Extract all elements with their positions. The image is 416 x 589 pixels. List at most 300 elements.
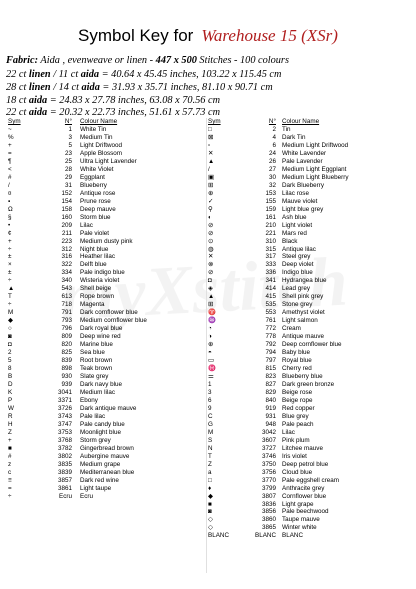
number-cell: 154 (61, 197, 72, 205)
symbol-cell: P (8, 396, 13, 404)
number-cell: 3802 (57, 452, 72, 460)
colour-name-cell: Black (282, 237, 298, 245)
number-cell: 3835 (57, 460, 72, 468)
colour-name-cell: Medium Light Eggplant (282, 165, 347, 173)
number-cell: 809 (61, 333, 72, 341)
size-fabric: linen (28, 69, 51, 80)
number-cell: 26 (268, 157, 276, 165)
symbol-cell: ◐ (208, 213, 212, 221)
colour-name-cell: Dark Blueberry (282, 181, 324, 189)
colour-name-cell: Medium Light Blueberry (282, 173, 349, 181)
fabric-text: Aida , evenweave or linen - (38, 55, 156, 66)
colour-name-cell: Deep cornflower blue (282, 341, 342, 349)
symbol-cell: ¶ (8, 157, 12, 165)
colour-name-cell: Night blue (80, 245, 109, 253)
symbol-cell: ▫ (208, 141, 211, 149)
table-row (208, 461, 408, 469)
number-cell: 210 (265, 221, 276, 229)
colour-name-cell: Cloud blue (282, 468, 313, 476)
symbol-cell: ◘ (208, 277, 212, 285)
table-row (8, 413, 204, 421)
number-cell: 4 (272, 133, 276, 141)
symbol-cell: × (8, 261, 12, 269)
colour-name-cell: Blue grey (282, 412, 309, 420)
symbol-cell: ✓ (208, 197, 214, 205)
colour-name-cell: Light taupe (80, 484, 112, 492)
colour-name-cell: Pink plum (282, 436, 310, 444)
fabric-label: Fabric: (6, 55, 39, 66)
colour-name-cell: Lilac (80, 221, 93, 229)
table-row (208, 421, 408, 429)
size-dimensions: = 40.64 x 45.45 inches, 103.22 x 115.45 cm (99, 69, 282, 80)
header-num: N° (64, 118, 72, 125)
table-row (208, 477, 408, 485)
number-cell: 3856 (261, 508, 276, 516)
number-cell: 315 (265, 245, 276, 253)
number-cell: 161 (265, 213, 276, 221)
size-count: 22 ct (6, 69, 29, 80)
colour-name-cell: Magenta (80, 301, 105, 309)
colour-name-cell: Dark antique mauve (80, 404, 137, 412)
number-cell: 322 (61, 261, 72, 269)
symbol-cell: B (8, 373, 13, 380)
table-row (8, 277, 204, 285)
symbol-cell: H (8, 420, 13, 428)
table-row (208, 134, 408, 142)
symbol-cell: □ (208, 125, 212, 133)
table-row (208, 397, 408, 405)
size-count: 18 ct (6, 95, 29, 106)
symbol-cell: 6 (208, 396, 212, 404)
symbol-cell: < (8, 165, 12, 173)
table-row (8, 389, 204, 397)
number-cell: 3727 (261, 444, 276, 452)
symbol-cell: ◆ (208, 492, 213, 500)
symbol-cell: ⚲ (208, 205, 213, 213)
number-cell: 29 (64, 173, 72, 181)
number-cell: 27 (268, 165, 276, 173)
number-cell: 28 (64, 165, 72, 173)
table-row (208, 174, 408, 182)
colour-name-cell: Medium lilac (80, 388, 115, 396)
number-cell: 155 (265, 197, 276, 205)
colour-name-cell: Mauve violet (282, 197, 318, 205)
symbol-cell: ♓ (208, 365, 216, 373)
header-num: N° (268, 118, 276, 125)
number-cell: 797 (265, 357, 276, 365)
symbol-cell: T (8, 293, 12, 301)
number-cell: 25 (64, 157, 72, 165)
colour-name-cell: Steel grey (282, 253, 311, 261)
size-dimensions: = 24.83 x 27.78 inches, 63.08 x 70.56 cm (47, 95, 221, 106)
number-cell: 930 (61, 373, 72, 380)
table-row (208, 501, 408, 509)
number-cell: 792 (265, 341, 276, 349)
fabric-size: 447 x 500 (155, 55, 197, 66)
table-row (208, 142, 408, 150)
table-row (208, 381, 408, 389)
symbol-cell: M (208, 428, 214, 436)
symbol-cell: ♒ (208, 317, 216, 325)
colour-name-cell: Cherry red (282, 365, 312, 373)
colour-name-cell: Deep wine red (80, 333, 121, 341)
symbol-cell: ○ (8, 325, 12, 333)
table-row (208, 493, 408, 501)
number-cell: 791 (61, 309, 72, 317)
number-cell: 718 (61, 301, 72, 309)
symbol-cell: 5 (8, 357, 12, 365)
size-fabric: aida (80, 69, 100, 80)
number-cell: 209 (61, 221, 72, 229)
colour-name-cell: Teak brown (80, 365, 113, 373)
colour-name-cell: Light grape (282, 500, 314, 508)
number-cell: 2 (272, 125, 276, 133)
table-row (208, 206, 408, 214)
table-row (208, 532, 408, 540)
symbol-cell: 9 (208, 404, 212, 412)
colour-name-cell: Amethyst violet (282, 309, 325, 317)
table-row (208, 365, 408, 373)
colour-name-cell: Apple Blossom (80, 149, 122, 157)
number-cell: 793 (61, 317, 72, 325)
colour-name-cell: Mediterranean blue (80, 468, 135, 476)
table-row (208, 301, 408, 309)
symbol-cell: • (8, 221, 11, 229)
symbol-table-right (208, 118, 408, 540)
colour-name-cell: Medium Tin (80, 133, 113, 141)
symbol-cell: / (8, 181, 10, 189)
table-row (208, 166, 408, 174)
table-row (8, 381, 204, 389)
number-cell: 333 (265, 261, 276, 269)
colour-name-cell: Mars red (282, 229, 307, 237)
number-cell: 223 (61, 237, 72, 245)
number-cell: 221 (265, 229, 276, 237)
table-header (208, 118, 408, 126)
symbol-cell: 2 (8, 349, 12, 357)
number-cell: 535 (265, 301, 276, 309)
symbol-cell: R (8, 412, 13, 420)
table-row (8, 174, 204, 182)
colour-name-cell: Dark royal blue (80, 325, 123, 333)
title-brand: Warehouse 15 (XSr) (201, 26, 338, 45)
number-cell: 24 (268, 149, 276, 157)
number-cell: 543 (61, 285, 72, 293)
colour-name-cell: Dark Tin (282, 133, 306, 141)
colour-name-cell: Taupe mauve (282, 516, 320, 524)
colour-name-cell: Royal blue (282, 357, 312, 365)
table-row (8, 301, 204, 309)
number-cell: 3799 (261, 484, 276, 492)
colour-name-cell: Dark navy blue (80, 380, 122, 388)
symbol-cell: ◘ (8, 341, 12, 349)
symbol-cell: ⊘ (208, 221, 214, 229)
symbol-cell: ⊙ (208, 237, 214, 245)
table-header (8, 118, 204, 126)
number-cell: 158 (61, 205, 72, 213)
symbol-cell: c (8, 468, 12, 476)
header-name: Colour Name (80, 118, 118, 125)
symbol-cell: ⚌ (208, 373, 214, 380)
table-row (8, 373, 204, 381)
table-row (208, 261, 408, 269)
colour-name-cell: White Violet (80, 165, 114, 173)
fabric-rest: Stitches - 100 colours (196, 55, 289, 66)
number-cell: 6 (272, 141, 276, 149)
colour-name-cell: Delft blue (80, 261, 107, 269)
number-cell: 3836 (261, 500, 276, 508)
symbol-cell: ◙ (208, 508, 212, 516)
colour-name-cell: Marine blue (80, 341, 113, 349)
number-cell: 839 (61, 357, 72, 365)
symbol-cell: ¤ (8, 189, 12, 197)
size-line-28ct (6, 82, 273, 93)
number-cell: 5 (68, 141, 72, 149)
table-row (8, 166, 204, 174)
table-row (208, 285, 408, 293)
colour-name-cell: Hydrangea blue (282, 277, 327, 285)
colour-name-cell: Pale candy blue (80, 420, 125, 428)
number-cell: 3371 (57, 396, 72, 404)
symbol-cell: Ω (8, 205, 13, 213)
number-cell: Ecru (59, 492, 72, 500)
table-row (208, 325, 408, 333)
colour-name-cell: Shell pink grey (282, 293, 324, 301)
size-count: / 14 ct (50, 82, 82, 93)
number-cell: 825 (61, 349, 72, 357)
symbol-cell: ± (8, 269, 12, 277)
table-row (208, 150, 408, 158)
colour-name-cell: Slate grey (80, 373, 109, 380)
symbol-cell: # (8, 452, 12, 460)
symbol-cell: 3 (208, 388, 212, 396)
symbol-cell: = (8, 484, 12, 492)
number-cell: 3857 (57, 476, 72, 484)
table-row (208, 182, 408, 190)
symbol-cell: ÷ (8, 301, 12, 309)
number-cell: 823 (265, 373, 276, 380)
size-line-22ct (6, 69, 281, 80)
colour-name-cell: Stone grey (282, 301, 313, 309)
size-fabric: linen (28, 82, 51, 93)
table-row (208, 389, 408, 397)
table-row (8, 421, 204, 429)
colour-name-cell: Lilac (282, 428, 295, 436)
colour-name-cell: Antique lilac (282, 245, 316, 253)
number-cell: 153 (265, 189, 276, 197)
number-cell: 312 (61, 245, 72, 253)
size-line-22ct-aida (6, 107, 220, 118)
fabric-line (6, 55, 289, 66)
number-cell: 3768 (57, 436, 72, 444)
symbol-cell: ÷ (8, 277, 12, 285)
colour-name-cell: Light Driftwood (80, 141, 122, 149)
symbol-cell: ▲ (208, 293, 215, 301)
table-row (208, 309, 408, 317)
number-cell: 3861 (57, 484, 72, 492)
colour-name-cell: Pale peach (282, 420, 314, 428)
symbol-cell: % (8, 133, 14, 141)
colour-name-cell: Pale beechwood (282, 508, 329, 516)
size-count: / 11 ct (50, 69, 81, 80)
table-row (8, 469, 204, 477)
symbol-cell: W (8, 404, 14, 412)
table-row (8, 190, 204, 198)
table-row (8, 317, 204, 325)
table-row (8, 198, 204, 206)
table-row (8, 429, 204, 437)
colour-name-cell: Pale lilac (80, 412, 106, 420)
table-row (8, 261, 204, 269)
colour-name-cell: Root brown (80, 357, 113, 365)
table-row (8, 238, 204, 246)
symbol-cell: M (8, 309, 14, 317)
symbol-cell: D (8, 380, 13, 388)
colour-name-cell: Pale eggshell cream (282, 476, 340, 484)
table-row (8, 349, 204, 357)
table-row (208, 126, 408, 134)
table-row (8, 142, 204, 150)
table-row (208, 357, 408, 365)
colour-name-cell: Dark red wine (80, 476, 119, 484)
number-cell: 3726 (57, 404, 72, 412)
symbol-cell: ■ (8, 444, 12, 452)
table-row (8, 285, 204, 293)
table-row (208, 413, 408, 421)
symbol-cell: T (208, 452, 212, 460)
colour-name-cell: Heather lilac (80, 253, 115, 261)
number-cell: 336 (265, 269, 276, 277)
number-cell: 3746 (261, 452, 276, 460)
symbol-cell: ▭ (208, 357, 214, 365)
table-row (8, 461, 204, 469)
table-row (208, 230, 408, 238)
number-cell: 778 (265, 333, 276, 341)
colour-name-cell: Lead grey (282, 285, 311, 293)
table-row (8, 405, 204, 413)
colour-name-cell: Ebony (80, 396, 98, 404)
number-cell: 840 (265, 396, 276, 404)
symbol-cell: a (208, 468, 212, 476)
symbol-cell: G (208, 420, 213, 428)
table-row (208, 524, 408, 532)
table-row (208, 222, 408, 230)
colour-name-cell: Aubergine mauve (80, 452, 130, 460)
number-cell: 3747 (57, 420, 72, 428)
table-row (8, 253, 204, 261)
colour-name-cell: Antique mauve (282, 333, 325, 341)
colour-name-cell: Beige rope (282, 396, 313, 404)
colour-name-cell: Medium grape (80, 460, 121, 468)
symbol-cell: ■ (208, 500, 212, 508)
symbol-cell: ⊕ (208, 189, 214, 197)
symbol-cell: ◔ (208, 325, 212, 333)
colour-name-cell: Pale indigo blue (80, 269, 125, 277)
symbol-cell: 8 (8, 365, 12, 373)
table-row (8, 333, 204, 341)
table-row (8, 357, 204, 365)
colour-name-cell: Deep petrol blue (282, 460, 329, 468)
symbol-cell: ♈ (208, 309, 216, 317)
symbol-cell: ▲ (8, 285, 15, 293)
number-cell: 613 (61, 293, 72, 301)
colour-name-cell: Shell beige (80, 285, 112, 293)
table-row (208, 269, 408, 277)
number-cell: 3839 (57, 468, 72, 476)
table-row (208, 508, 408, 516)
number-cell: 3750 (261, 460, 276, 468)
table-row (8, 230, 204, 238)
number-cell: 3860 (261, 516, 276, 524)
symbol-cell: ÷ (8, 245, 12, 253)
symbol-cell: K (8, 388, 13, 396)
number-cell: 159 (265, 205, 276, 213)
colour-name-cell: Iris violet (282, 452, 307, 460)
number-cell: 3042 (261, 428, 276, 436)
colour-name-cell: Litchee mauve (282, 444, 323, 452)
symbol-cell: ◙ (8, 333, 12, 341)
table-row (8, 134, 204, 142)
colour-name-cell: Pale violet (80, 229, 110, 237)
colour-name-cell: Antique rose (80, 189, 116, 197)
symbol-cell: ◑ (208, 333, 212, 341)
number-cell: 31 (64, 181, 72, 189)
table-row (208, 246, 408, 254)
number-cell: 3782 (57, 444, 72, 452)
number-cell: 3865 (261, 524, 276, 532)
number-cell: 414 (265, 285, 276, 293)
table-row (8, 269, 204, 277)
size-count: 22 ct (6, 107, 29, 118)
table-row (208, 214, 408, 222)
number-cell: 827 (265, 380, 276, 388)
colour-name-cell: Gingerbread brown (80, 444, 134, 452)
symbol-cell: ÷ (8, 492, 12, 500)
table-row (208, 405, 408, 413)
symbol-cell: ▣ (208, 173, 214, 181)
number-cell: 340 (61, 277, 72, 285)
table-row (208, 238, 408, 246)
symbol-cell: ¢ (8, 229, 12, 237)
number-cell: 772 (265, 325, 276, 333)
symbol-cell: ♦ (208, 484, 212, 492)
symbol-cell: ⊘ (208, 269, 214, 277)
colour-name-cell: Tin (282, 125, 291, 133)
colour-name-cell: White Lavender (282, 149, 327, 157)
symbol-cell: ▲ (208, 157, 215, 165)
size-fabric: aida (28, 95, 48, 106)
table-row (208, 469, 408, 477)
colour-name-cell: Light violet (282, 221, 313, 229)
table-row (8, 397, 204, 405)
number-cell: 3 (68, 133, 72, 141)
colour-name-cell: Ecru (80, 492, 93, 500)
table-row (208, 253, 408, 261)
table-row (208, 198, 408, 206)
title-prefix: Symbol Key for (78, 26, 194, 45)
colour-name-cell: Red copper (282, 404, 315, 412)
symbol-cell: ◇ (208, 516, 213, 524)
size-count: 28 ct (6, 82, 29, 93)
colour-name-cell: Light blue grey (282, 205, 324, 213)
symbol-cell: ⊠ (208, 133, 214, 141)
number-cell: 152 (61, 189, 72, 197)
number-cell: 3743 (57, 412, 72, 420)
colour-name-cell: White Tin (80, 125, 107, 133)
number-cell: 317 (265, 253, 276, 261)
table-row (8, 325, 204, 333)
table-row (208, 333, 408, 341)
